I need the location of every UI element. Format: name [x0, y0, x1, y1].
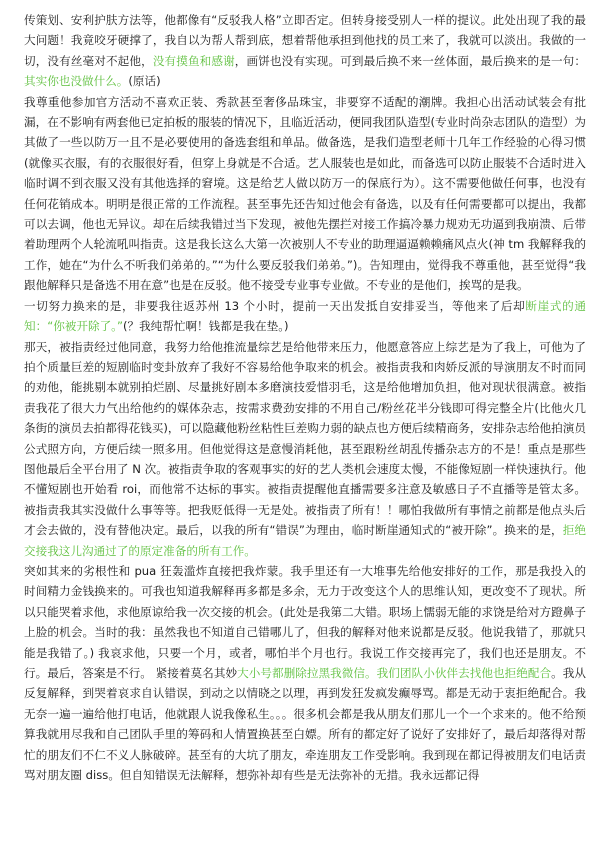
paragraph	[24, 10, 586, 92]
body-text: 突如其来的劣根性和 pua 狂轰滥炸直接把我炸蒙。我手里还有一大堆事先给他安排好的工作，那是我投入的时间精力金钱换来的。可我也知道我解释再多都是多余，无力于改变这个人的思维认知，更改变不了现状。所以只能哭着求他，求他原谅给我一次交接的机会。(此处是我第二大错。职场上懦弱无能的求饶是给对方蹬鼻子上脸的机会。当时的我：虽然我也不知道自己错哪儿了，但我的解释对他来说都是反驳。他说我错了，那就只能是我错了。) 我哀求他，只要一个月，或者，哪怕半个月也行。我说工作交接再完了，我们也还是朋友。不行。最后，答案是不行。 紧接着莫名其妙	[24, 563, 586, 680]
highlighted-text: 大小号都删除拉黑我微信。我们团队小伙伴去找他也拒绝配合	[237, 666, 552, 680]
highlighted-text: 没有摸鱼和感谢	[152, 53, 235, 68]
body-text: 我尊重他参加官方活动不喜欢正装、秀款甚至奢侈品珠宝，非要穿不适配的潮牌。我担心出活动试装会有批漏，在不影响有两套他已定拍板的服装的情况下，且临近活动，便同我团队造型(专业时尚杂志团队的造型）为其做了一些以防万一且不是必要使用的备选套组和单品。做备选，是我们造型老师十几年工作经验的心得习惯(就像买衣服，有的衣服很好看，但穿上身就是不合适。艺人服装也是如此，而备选可以防止服装不合适时进入临时调不到衣服又没有其他选择的窘境。这是给艺人做以防万一的保底行为）。这不需要他做任何事，也没有任何花销成本。明明是很正常的工作流程。甚至事先还告知过他会有备选，以及有任何需要都可以提出，我都可以去调，他也无异议。却在后续我错过当下发现，被他先摆拦对接工作搞冷暴力规劝无功逼到我崩溃、后带着助理两个人轮流吼叫指责。这是我长这么大第一次被别人不专业的助理逼逼赖赖痛风点火(神 tm 我解释我的工作，她在“为什么不听我们弟弟的。”“为什么要反驳我们弟弟。”)。告知理由，觉得我不尊重他，甚至觉得“我跟他解释只是备选不用在意”也是在反驳。他不接受专业事专业做。不专业的是他们，挨骂的是我。	[24, 94, 586, 293]
paragraph	[24, 561, 586, 785]
paragraph	[24, 337, 586, 561]
body-text: 一切努力换来的是，非要我往返苏州 13 个小时，提前一天出发抵自安排妥当，等他来了后却	[24, 298, 526, 313]
document-page	[24, 10, 586, 785]
highlighted-text: 拒绝交接我这儿沟通过了的原定准备的所有工作。	[24, 523, 586, 558]
highlighted-text: 其实你也没做什么。	[24, 74, 129, 89]
body-text: 。我从反复解释，到哭着哀求自认错误，到动之以情晓之以理，再到发狂发疯发癫辱骂。都是无动于衷拒绝配合。我无奈一遍一遍给他打电话，他就跟人说我像私生。。。很多机会都是我从朋友们那儿一个一个求来的。他不给预算我就用尽我和自己团队手里的筹码和人情置换甚至白嫖。所有的都定好了说好了安排好了，最后却落得对帮忙的朋友们不仁不义人脉破碎。甚至有的大坑了朋友，牵连朋友工作受影响。我到现在都记得被朋友们电话责骂对朋友圈 diss。但自知错误无法解释，想弥补却有些是无法弥补的无措。我永远都记得	[24, 666, 586, 783]
body-text: ，画饼也没有实现。可到最后换不来一丝体面，最后换来的是一句：	[234, 53, 586, 68]
paragraph	[24, 92, 586, 296]
body-text: 那天，被指责经过他同意，我努力给他推流量综艺是给他带来压力，他愿意答应上综艺是为了我上，可他为了拍个质量巨差的短剧临时变卦放弃了我好不容易给他争取来的机会。被指责我和肉娇反派的导演朋友不时而同的劝他，能挑剔本就别拍烂剧、尽量挑好剧本多磨演技爱惜羽毛，这是给他增加负担，他对现状很满意。被指责我花了很大力气出给他约的媒体杂志，按需求费劲安排的不用自己/粉丝花半分钱即可得完整全片(比他火几条街的演员去拍都得花钱买)，可以隐藏他粉丝粘性巨差购力弱的缺点也方便后续精商务，安排杂志给他拍演员公式照方向，方便后续一照多用。但他觉得这是意慢消耗他，甚至跟粉丝胡乱传播杂志方的不是！重点是那些图他最后全平台用了 N 次。被指责争取的客观事实的好的艺人类机会速度太慢，不能像短剧一样快速执行。他不懂短剧也开始看 roi，而他常不达标的事实。被指责提醒他直播需要多注意及敏感日子不直播等是管太多。被指责我其实没做什么事等等。把我贬低得一无是处。被指责了所有！！哪怕我做所有事情之前都是他点头后才会去做的，没有替他决定。最后，以我的所有“错误”为理由，临时断崖通知式的“被开除”。换来的是，	[24, 339, 586, 538]
body-text: (原话)	[128, 74, 161, 89]
highlighted-text: 断崖式的通知：“你被开除了。”	[24, 298, 586, 334]
paragraph	[24, 296, 586, 337]
body-text: (？我纯帮忙啊！钱都是我在垫。)	[122, 319, 289, 334]
body-text: 传策划、安利护肤方法等，他都像有“反驳我人格”立即否定。但转身接受别人一样的提议。此处出现了我的最大问题！我竟咬牙硬撑了，我自以为帮人帮到底，想着帮他承担到他找的员工来了，我就可以淡出。我做的一切，没有丝毫对不起他，	[24, 13, 586, 68]
